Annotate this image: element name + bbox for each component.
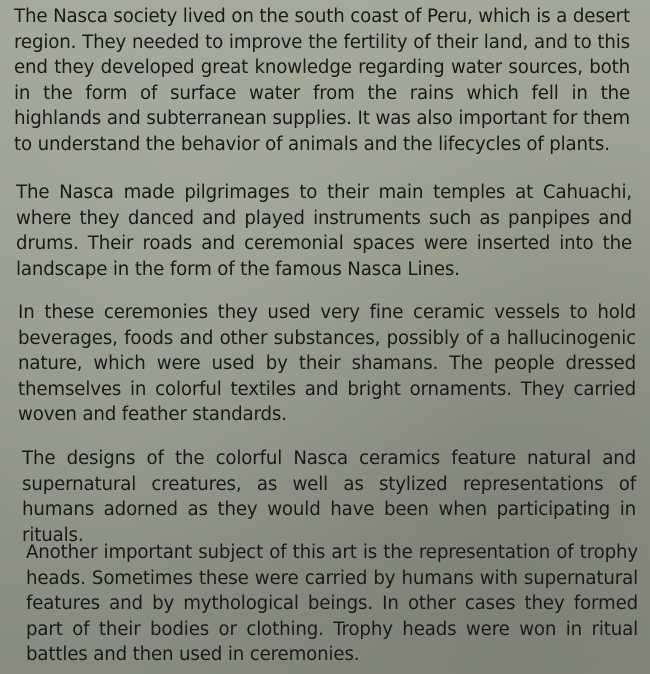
paragraph-ceramic-designs: The designs of the colorful Nasca ceramics feature natural and supernatural creatures, as well as stylized representations of humans adorned as they would have been when participating in rituals. xyxy=(22,448,636,546)
paragraph-ceremonies: In these ceremonies they used very fine ceramic vessels to hold beverages, foods and other substances, possibly of a hallucinogenic nature, which were used by their shamans. The people dressed themselves in colorful textiles and bright ornaments. They carried woven and feather standards. xyxy=(18,302,636,426)
paragraph-pilgrimages: The Nasca made pilgrimages to their main temples at Cahuachi, where they danced and played instruments such as panpipes and drums. Their roads and ceremonial spaces were inserted into the landscape in the form of the famous Nasca Lines. xyxy=(16,182,632,280)
paragraph-geography: The Nasca society lived on the south coast of Peru, which is a desert region. They needed to improve the fertility of their land, and to this end they developed great knowledge regarding water sources, both in the form of surface water from the rains which fell in the highlands and subterranean supplies. It was also important for them to understand the behavior of animals and the lifecycles of plants. xyxy=(14,6,630,155)
paragraph-trophy-heads: Another important subject of this art is the representation of trophy heads. Sometimes these were carried by humans with supernatural features and by mythological beings. In other cases they formed part of their bodies or clothing. Trophy heads were won in ritual battles and then used in ceremonies. xyxy=(26,542,638,666)
